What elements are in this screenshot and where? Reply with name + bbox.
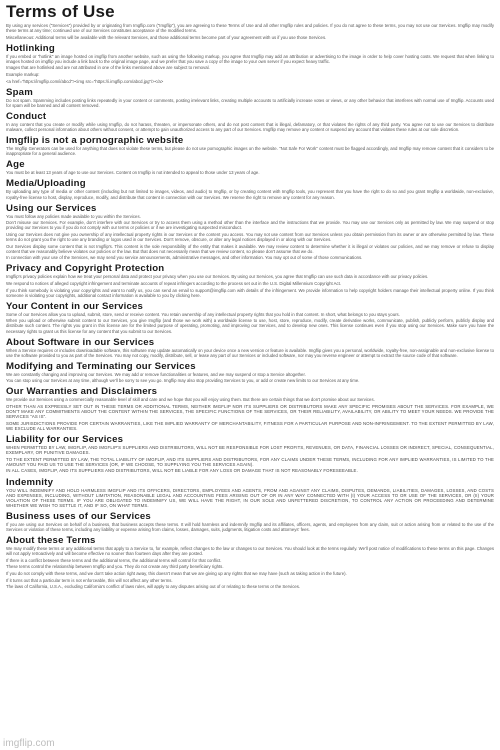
section-paragraph: If you think somebody is violating your copyrights and want to notify us, you can send an email to support@imgflip.com with details of the infringement. We provide information to help copyright holders manage their intellectual property online. If you think someone is violating your copyrights, additional contact information is available to you by clicking here. xyxy=(6,287,494,298)
terms-section xyxy=(6,23,494,40)
section-paragraph: If you are using our Services on behalf of a business, that business accepts these terms. It will hold harmless and indemnify Imgflip and its affiliates, officers, agents, and employees from any claim, suit or action arising from or related to the use of the Services or violation of these terms, including any liability or expense arising from claims, losses, damages, suits, judgments, litigation costs and attorneys' fees. xyxy=(6,521,494,532)
section-heading: Business uses of our Services xyxy=(6,510,151,522)
terms-section xyxy=(6,263,494,297)
section-paragraph: IN ALL CASES, IMGFLIP, AND ITS SUPPLIERS AND DISTRIBUTORS, WILL NOT BE LIABLE FOR ANY LOSS OR DAMAGE THAT IS NOT REASONABLY FORESEEABLE. xyxy=(6,468,358,474)
section-paragraph: In connection with your use of the Services, we may send you service announcements, administrative messages, and other information. You may opt out of some of those communications. xyxy=(6,255,363,261)
section-paragraph: You must follow any policies made available to you within the Services. xyxy=(6,213,141,219)
section-paragraph: We provide our Services using a commercially reasonable level of skill and care and we hope that you will enjoy using them. But there are certain things that we don't promise about our Services. xyxy=(6,397,375,403)
section-paragraph: Don't misuse our Services. For example, don't interfere with our Services or try to access them using a method other than the interface and the instructions that we provide. You may use our Services only as permitted by law. We may suspend or stop providing our Services to you if you do not comply with our terms or policies or if we are investigating suspected misconduct. xyxy=(6,220,494,231)
section-paragraph: <a href="https://imgflip.com/i/abcd"><img src="https://i.imgflip.com/abcd.jpg"/></a> xyxy=(6,78,164,84)
section-paragraph: If there is a conflict between these terms and the additional terms, the additional terms will control for that conflict. xyxy=(6,557,222,563)
section-paragraph: Imgflip's privacy policies explain how we treat your personal data and protect your privacy when you use our Services. By using our Services, you agree that Imgflip can use such data in accordance with our privacy policies. xyxy=(6,274,429,280)
section-heading: Indemnity xyxy=(6,476,54,488)
section-paragraph: We respond to notices of alleged copyright infringement and terminate accounts of repeat infringers according to the process set out in the U.S. Digital Millennium Copyright Act. xyxy=(6,280,342,286)
terms-section xyxy=(6,511,494,532)
section-paragraph: Our Services display some content that is not Imgflip's. This content is the sole responsibility of the entity that makes it available. We may review content to determine whether it is illegal or violates our policies, and we may remove or refuse to display content that we reasonably believe violates our policies or the law. But that does not necessarily mean that we review content, so please don't assume that we do. xyxy=(6,243,494,254)
terms-section xyxy=(6,87,494,108)
section-paragraph: Example markup: xyxy=(6,72,40,78)
terms-sections xyxy=(6,23,494,589)
section-heading: Imgflip is not a pornographic website xyxy=(6,135,184,147)
section-paragraph: We may modify these terms or any additional terms that apply to a Service to, for example, reflect changes to the law or changes to our Services. You should look at the terms regularly. We'll post notice of modifications to these terms on this page. Changes will not apply retroactively and will become effective no sooner than fourteen days after they are posted. xyxy=(6,546,494,557)
section-heading: Conduct xyxy=(6,110,47,122)
section-paragraph: When a Service requires or includes downloadable software, this software may update automatically on your device once a new version or feature is available. Imgflip gives you a personal, worldwide, royalty-free, non-assignable and non-exclusive license to use the software provided to you as part of the Services. You may not copy, modify, distribute, sell, or lease any part of our Services or included software, nor may you reverse engineer or attempt to extract the source code of that software. xyxy=(6,347,494,358)
section-heading: Your Content in our Services xyxy=(6,300,144,312)
section-paragraph: In any content that you create or modify while using Imgflip, do not harass, threaten, or impersonate others, and do not post content that is illegal, defamatory, or that violates the rights of any third party. You agree not to use our Services to distribute malware, collect personal information about others without consent, or attempt to gain unauthorized access to any part of our Services. Imgflip may remove any content or suspend any account that violates these rules at our sole discretion. xyxy=(6,121,494,133)
section-paragraph: YOU WILL INDEMNIFY AND HOLD HARMLESS IMGFLIP AND ITS OFFICERS, DIRECTORS, EMPLOYEES AND AGENTS, FROM AND AGAINST ANY CLAIMS, DISPUTES, DEMANDS, LIABILITIES, DAMAGES, LOSSES, AND COSTS AND EXPENSES, INCLUDING, WITHOUT LIMITATION, REASONABLE LEGAL AND ACCOUNTING FEES ARISING OUT OF OR IN ANY WAY CONNECTED WITH (I) YOUR ACCESS TO OR USE OF THE SERVICES, OR (II) YOUR VIOLATION OF THESE TERMS. IF YOU ARE OBLIGATED TO INDEMNIFY US, WE WILL HAVE THE RIGHT, IN OUR SOLE AND UNFETTERED DISCRETION, TO CONTROL ANY ACTION OR PROCEEDING AND DETERMINE WHETHER WE WISH TO SETTLE IT, AND IF SO, ON WHAT TERMS. xyxy=(6,487,494,508)
section-paragraph: The Imgflip Generators can be used for anything that does not violate these terms, but please do not use pornographic images on the website. "Not Safe For Work" content must be flagged accordingly, and Imgflip may remove content that it considers to be inappropriate for a general audience. xyxy=(6,146,494,157)
terms-section xyxy=(6,386,494,431)
section-paragraph: SOME JURISDICTIONS PROVIDE FOR CERTAIN WARRANTIES, LIKE THE IMPLIED WARRANTY OF MERCHANTABILITY, FITNESS FOR A PARTICULAR PURPOSE AND NON-INFRINGEMENT. TO THE EXTENT PERMITTED BY LAW, WE EXCLUDE ALL WARRANTIES. xyxy=(6,420,494,431)
section-heading: Our Warranties and Disclaimers xyxy=(6,386,158,398)
page-title: Terms of Use xyxy=(6,2,115,21)
section-paragraph: When you upload or otherwise submit content to our Services, you give Imgflip (and those we work with) a worldwide license to use, host, store, reproduce, modify, create derivative works, communicate, publish, publicly perform, publicly display and distribute such content. The rights you grant in this license are for the limited purpose of operating, promoting, and improving our Services, and to develop new ones. This license continues even if you stop using our Services. Make sure you have the necessary rights to grant us this license for any content that you submit to our Services. xyxy=(6,318,494,334)
section-paragraph: You must be at least 13 years of age to use our Services. Content on Imgflip is not intended to appeal to those under 13 years of age. xyxy=(6,170,260,176)
terms-section xyxy=(6,301,494,334)
section-heading: About these Terms xyxy=(6,535,96,547)
terms-section xyxy=(6,43,494,84)
section-heading: Using our Services xyxy=(6,202,97,214)
section-paragraph: If you do not comply with these terms, and we don't take action right away, this doesn't mean that we are giving up any rights that we may have (such as taking action in the future). xyxy=(6,570,347,576)
section-paragraph: If you embed or "hotlink" an image hosted on imgflip from another website, such as using the following markup, you agree that Imgflip may add an attribution or advertising to the image in order to help cover hosting costs. We request that when linking to images hosted on imgflip you include a link back to the original image page, and we prefer that you save a copy of the image to your own server if you expect heavy traffic. xyxy=(6,53,494,64)
terms-section xyxy=(6,337,494,358)
section-paragraph: TO THE EXTENT PERMITTED BY LAW, THE TOTAL LIABILITY OF IMGFLIP, AND ITS SUPPLIERS AND DISTRIBUTORS, FOR ANY CLAIMS UNDER THESE TERMS, INCLUDING FOR ANY IMPLIED WARRANTIES, IS LIMITED TO THE AMOUNT YOU PAID US TO USE THE SERVICES (OR, IF WE CHOOSE, TO SUPPLYING YOU THE SERVICES AGAIN). xyxy=(6,456,494,467)
section-heading: Age xyxy=(6,159,25,171)
terms-section xyxy=(6,361,494,384)
section-heading: About Software in our Services xyxy=(6,336,155,348)
section-paragraph: These terms control the relationship between Imgflip and you. They do not create any third party beneficiary rights. xyxy=(6,564,224,570)
section-paragraph: We are constantly changing and improving our Services. We may add or remove functionalities or features, and we may suspend or stop a Service altogether. xyxy=(6,371,306,377)
terms-section xyxy=(6,477,494,508)
section-paragraph: By uploading any type of media or other content (including but not limited to images, videos, and audio) to Imgflip, or by creating content with Imgflip tools, you represent that you have the right to do so and you grant Imgflip a worldwide, non-exclusive, royalty-free license to host, display, reproduce, modify, and distribute that content in connection with our Services. We reserve the right to remove any content for any reason. xyxy=(6,189,494,200)
section-heading: Privacy and Copyright Protection xyxy=(6,263,165,275)
section-paragraph: Images that are hotlinked and are not attributed in one of the links mentioned above are subject to removal. xyxy=(6,65,210,71)
section-paragraph: OTHER THAN AS EXPRESSLY SET OUT IN THESE TERMS OR ADDITIONAL TERMS, NEITHER IMGFLIP NOR ITS SUPPLIERS OR DISTRIBUTORS MAKE ANY SPECIFIC PROMISES ABOUT THE SERVICES. FOR EXAMPLE, WE DON'T MAKE ANY COMMITMENTS ABOUT THE CONTENT WITHIN THE SERVICES, THE SPECIFIC FUNCTIONS OF THE SERVICES, OR THEIR RELIABILITY, AVAILABILITY, OR ABILITY TO MEET YOUR NEEDS. WE PROVIDE THE SERVICES "AS IS". xyxy=(6,404,494,420)
section-paragraph: By using any services ("Services") provided by or originating from Imgflip.com ("Imgflip"), you are agreeing to these Terms of Use and all other Imgflip rules and policies. If you do not agree to these terms, you may not use our Services. Imgflip may modify these terms at any time; continued use of our Services constitutes acceptance of the modified terms. xyxy=(6,23,494,34)
section-paragraph: Do not spam. Spamming includes posting links repeatedly in your content or comments, posting irrelevant links, creating multiple accounts to artificially increase votes or views, or any other behavior that interferes with normal use of Imgflip. Accounts used for spam will be banned and all content removed. xyxy=(6,97,494,108)
section-paragraph: WHEN PERMITTED BY LAW, IMGFLIP, AND IMGFLIP'S SUPPLIERS AND DISTRIBUTORS, WILL NOT BE RESPONSIBLE FOR LOST PROFITS, REVENUES, OR DATA, FINANCIAL LOSSES OR INDIRECT, SPECIAL, CONSEQUENTIAL, EXEMPLARY, OR PUNITIVE DAMAGES. xyxy=(6,445,494,456)
section-paragraph: If it turns out that a particular term is not enforceable, this will not affect any other terms. xyxy=(6,577,173,583)
terms-section xyxy=(6,203,494,261)
section-paragraph: Miscellaneous: Additional terms will be available with the relevant Services, and those additional terms become part of your agreement with us if you use those Services. xyxy=(6,34,327,40)
section-heading: Hotlinking xyxy=(6,42,55,54)
imgflip-watermark: imgflip.com xyxy=(3,738,55,749)
section-paragraph: Some of our Services allow you to upload, submit, store, send or receive content. You retain ownership of any intellectual property rights that you hold in that content. In short, what belongs to you stays yours. xyxy=(6,311,400,317)
terms-section xyxy=(6,178,494,199)
terms-section xyxy=(6,535,494,589)
terms-section xyxy=(6,135,494,156)
section-heading: Modifying and Terminating our Services xyxy=(6,360,196,372)
terms-section xyxy=(6,434,494,473)
section-paragraph: The laws of California, U.S.A., excluding California's conflict of laws rules, will apply to any disputes arising out of or relating to these terms or the Services. xyxy=(6,584,301,590)
section-heading: Media/Uploading xyxy=(6,178,86,190)
section-heading: Liability for our Services xyxy=(6,434,124,446)
terms-section xyxy=(6,111,494,132)
section-paragraph: Using our Services does not give you ownership of any intellectual property rights in our Services or the content you access. You may not use content from our Services unless you obtain permission from its owner or are otherwise permitted by law. These terms do not grant you the right to use any branding or logos used in our Services. Don't remove, obscure, or alter any legal notices displayed in or along with our Services. xyxy=(6,231,494,242)
section-paragraph: You can stop using our Services at any time, although we'll be sorry to see you go. Imgflip may also stop providing Services to you, or add or create new limits to our Services at any time. xyxy=(6,378,360,384)
section-heading: Spam xyxy=(6,86,33,98)
terms-section xyxy=(6,159,494,175)
